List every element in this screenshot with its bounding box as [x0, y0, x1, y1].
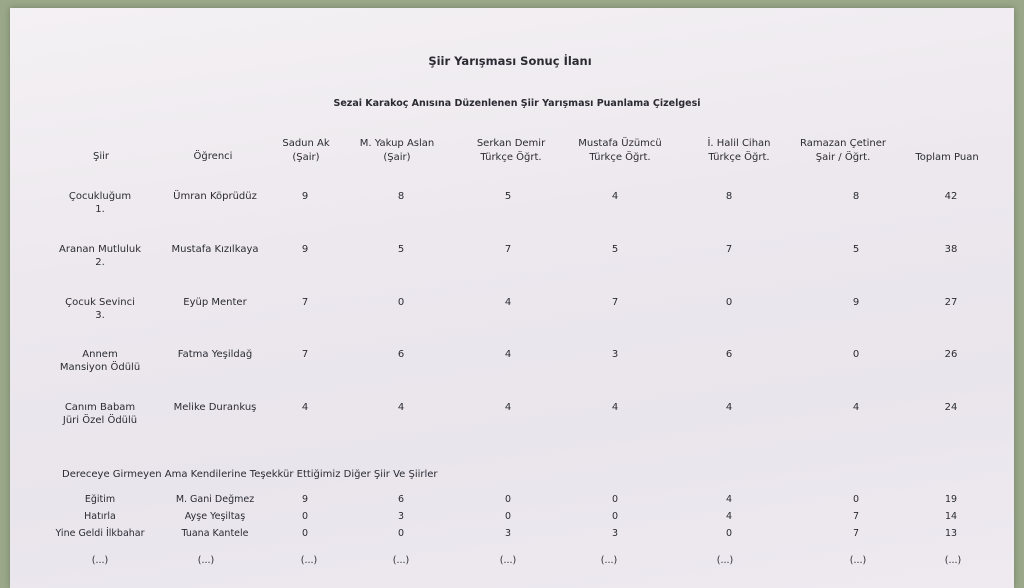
judge-score: 7 — [611, 297, 619, 308]
poem-title: Çocuk Sevinci — [65, 297, 135, 308]
judge-score: 6 — [725, 349, 733, 360]
judge-score: 0 — [397, 297, 405, 308]
judge-score: 0 — [611, 494, 619, 505]
judge-score: 0 — [397, 528, 405, 539]
poem-cell — [63, 401, 137, 427]
judge-score: 3 — [397, 511, 405, 522]
ellipsis-placeholder: (...) — [716, 555, 734, 566]
poem-rank: 2. — [95, 257, 105, 268]
poem-title: Annem — [82, 349, 118, 360]
judge-score: 9 — [301, 191, 309, 202]
header-judge-1: Sadun Ak (Şair) — [282, 138, 330, 163]
judge-score: 8 — [725, 191, 733, 202]
total-score: 24 — [944, 402, 958, 413]
judge-score: 8 — [397, 191, 405, 202]
poem-title: Hatırla — [84, 511, 116, 522]
judge-score: 0 — [725, 528, 733, 539]
ellipsis-placeholder: (...) — [300, 555, 318, 566]
poem-rank: 1. — [95, 204, 105, 215]
judge-score: 6 — [397, 494, 405, 505]
header-judge-3: Serkan Demir Türkçe Öğrt. — [476, 138, 546, 163]
judge-score: 6 — [397, 349, 405, 360]
judge-score: 5 — [504, 191, 512, 202]
judge-score: 9 — [301, 494, 309, 505]
judge-score: 4 — [504, 349, 512, 360]
poem-title: Canım Babam — [64, 402, 136, 413]
ellipsis-placeholder: (...) — [499, 555, 517, 566]
judge-score: 4 — [852, 402, 860, 413]
total-score: 13 — [944, 528, 958, 539]
judge-score: 7 — [725, 244, 733, 255]
judge-score: 4 — [504, 402, 512, 413]
student-name: Eyüp Menter — [183, 297, 247, 308]
header-judge-2: M. Yakup Aslan (Şair) — [359, 138, 435, 163]
judge-score: 0 — [852, 494, 860, 505]
judge-score: 4 — [611, 191, 619, 202]
judge-score: 0 — [725, 297, 733, 308]
others-heading: Dereceye Girmeyen Ama Kendilerine Teşekkür Ettiğimiz Diğer Şiir Ve Şiirler — [62, 469, 438, 480]
judge-score: 7 — [301, 349, 309, 360]
student-name: Fatma Yeşildağ — [177, 349, 253, 360]
student-name: Ümran Köprüdüz — [173, 191, 257, 202]
ellipsis-placeholder: (...) — [91, 555, 109, 566]
judge-score: 7 — [852, 528, 860, 539]
judge-score: 4 — [504, 297, 512, 308]
judge-score: 3 — [504, 528, 512, 539]
judge-score: 0 — [504, 511, 512, 522]
document-title: Şiir Yarışması Sonuç İlanı — [428, 54, 592, 68]
total-score: 14 — [944, 511, 958, 522]
student-name: Mustafa Kızılkaya — [171, 244, 259, 255]
header-judge-5: İ. Halil Cihan Türkçe Öğrt. — [707, 138, 771, 163]
poem-rank: Mansiyon Ödülü — [59, 362, 141, 373]
total-score: 26 — [944, 349, 958, 360]
header-total: Toplam Puan — [915, 152, 979, 163]
judge-score: 4 — [301, 402, 309, 413]
total-score: 19 — [944, 494, 958, 505]
poem-title: Çocukluğum — [68, 191, 132, 202]
judge-score: 5 — [397, 244, 405, 255]
poem-title: Yine Geldi İlkbahar — [55, 528, 145, 539]
judge-score: 5 — [852, 244, 860, 255]
paper-sheet — [10, 8, 1014, 588]
header-student: Öğrenci — [193, 151, 233, 162]
document-subtitle: Sezai Karakoç Anısına Düzenlenen Şiir Yarışması Puanlama Çizelgesi — [333, 98, 701, 109]
judge-score: 4 — [611, 402, 619, 413]
judge-score: 7 — [852, 511, 860, 522]
judge-score: 0 — [301, 511, 309, 522]
poem-title: Aranan Mutluluk — [59, 244, 141, 255]
header-judge-4: Mustafa Üzümcü Türkçe Öğrt. — [578, 138, 662, 163]
judge-score: 3 — [611, 528, 619, 539]
header-poem: Şiir — [92, 151, 110, 162]
judge-score: 4 — [725, 511, 733, 522]
ellipsis-placeholder: (...) — [392, 555, 410, 566]
total-score: 27 — [944, 297, 958, 308]
judge-score: 7 — [301, 297, 309, 308]
judge-score: 4 — [725, 402, 733, 413]
ellipsis-placeholder: (...) — [849, 555, 867, 566]
poem-title: Eğitim — [84, 494, 116, 505]
judge-score: 0 — [611, 511, 619, 522]
poem-rank: Jüri Özel Ödülü — [62, 415, 138, 426]
judge-score: 0 — [301, 528, 309, 539]
student-name: M. Gani Değmez — [175, 494, 255, 505]
poem-cell — [65, 296, 135, 322]
total-score: 38 — [944, 244, 958, 255]
judge-score: 7 — [504, 244, 512, 255]
judge-score: 8 — [852, 191, 860, 202]
judge-score: 0 — [504, 494, 512, 505]
judge-score: 3 — [611, 349, 619, 360]
student-name: Ayşe Yeşiltaş — [184, 511, 246, 522]
student-name: Melike Durankuş — [173, 402, 257, 413]
judge-score: 5 — [611, 244, 619, 255]
poem-rank: 3. — [95, 310, 105, 321]
ellipsis-placeholder: (...) — [600, 555, 618, 566]
student-name: Tuana Kantele — [181, 528, 249, 539]
judge-score: 9 — [301, 244, 309, 255]
judge-score: 9 — [852, 297, 860, 308]
judge-score: 4 — [397, 402, 405, 413]
poem-cell — [69, 190, 131, 216]
ellipsis-placeholder: (...) — [197, 555, 215, 566]
header-judge-6: Ramazan Çetiner Şair / Öğrt. — [799, 138, 887, 163]
ellipsis-placeholder: (...) — [944, 555, 962, 566]
judge-score: 0 — [852, 349, 860, 360]
judge-score: 4 — [725, 494, 733, 505]
total-score: 42 — [944, 191, 958, 202]
poem-cell — [60, 348, 140, 374]
poem-cell — [59, 243, 141, 269]
